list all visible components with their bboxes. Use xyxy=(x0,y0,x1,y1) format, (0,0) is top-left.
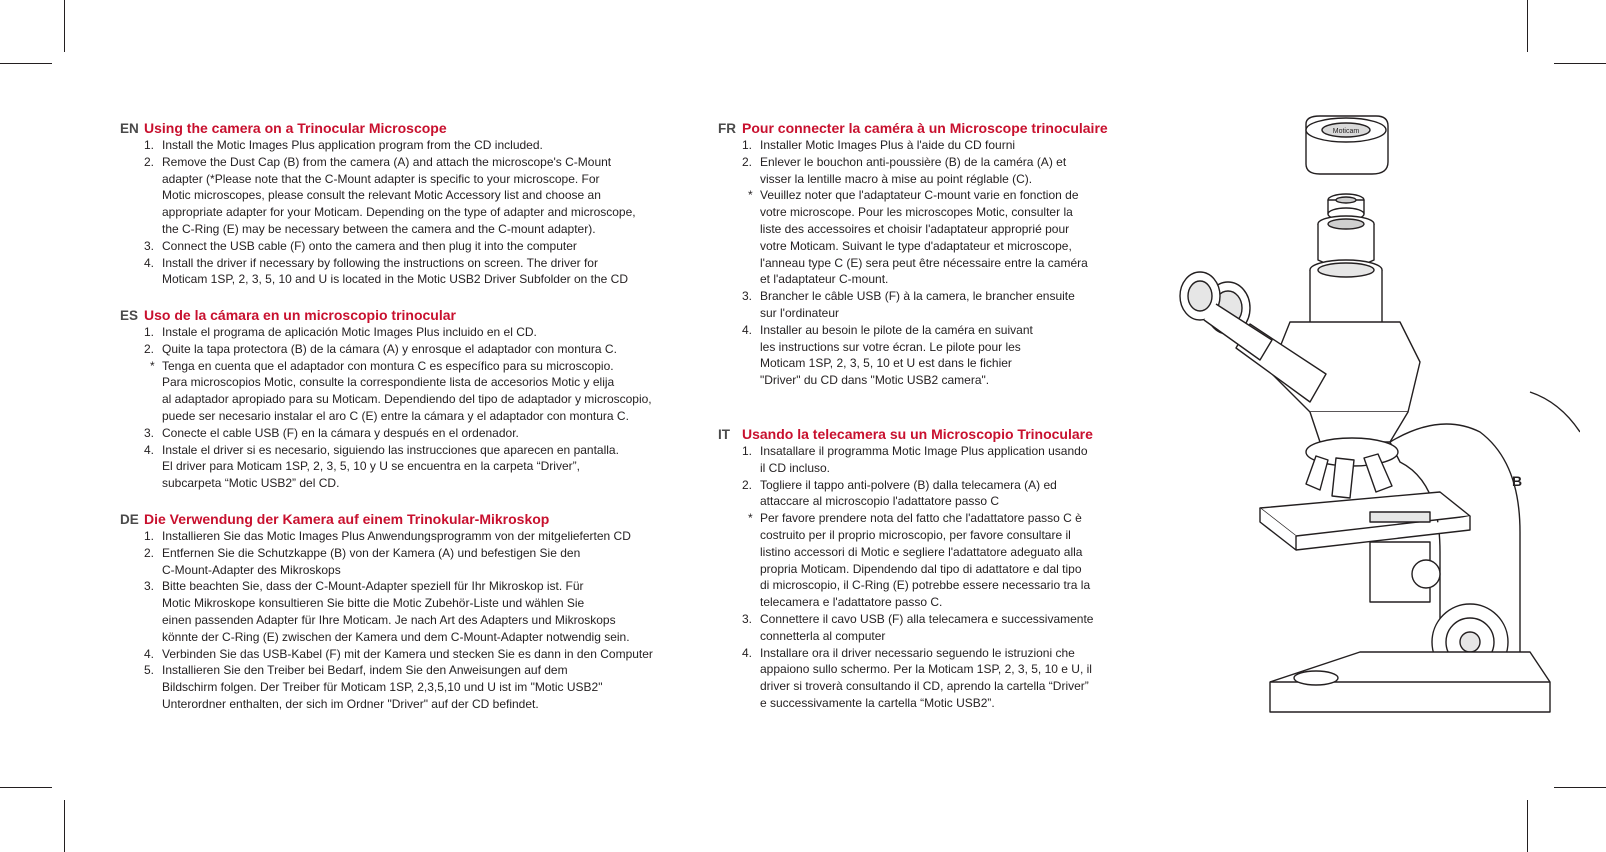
step-number: 4. xyxy=(742,645,753,660)
crop-mark xyxy=(1554,63,1606,64)
language-code: IT xyxy=(718,427,730,442)
section-german xyxy=(120,511,710,713)
crop-mark xyxy=(64,800,65,852)
crop-mark xyxy=(1527,800,1528,852)
section-header xyxy=(120,120,710,136)
camera-icon xyxy=(1306,116,1388,174)
step-item xyxy=(718,611,1158,645)
crop-mark xyxy=(1527,0,1528,52)
nosepiece-icon xyxy=(1306,438,1398,498)
step-item xyxy=(120,545,710,579)
step-text: Installer Motic Images Plus à l'aide du CD fourni xyxy=(760,138,1016,152)
crop-mark xyxy=(1554,787,1606,788)
step-note xyxy=(718,510,1158,611)
step-list xyxy=(718,443,1158,712)
step-text: Quite la tapa protectora (B) de la cámara (A) y enrosque el adaptador con montura C. xyxy=(162,341,617,356)
step-item xyxy=(718,322,1148,389)
crop-mark xyxy=(0,63,52,64)
language-code: FR xyxy=(718,121,736,136)
step-text: Install the Motic Images Plus application program from the CD included. xyxy=(162,138,543,152)
step-text: Tenga en cuenta que el adaptador con montura C es específico para su microscopio. Para microscopios Motic, consulte la correspondiente lista de accesorios Motic y elija al adaptador apropiado para su Moticam. Dependiendo del tipo de adaptador y microscopio, puede ser necesario instalar el aro C (E) entre la cámara y el adaptador con montura C. xyxy=(162,358,652,423)
step-number: 4. xyxy=(144,646,155,661)
step-text: Instale el programa de aplicación Motic Images Plus incluido en el CD. xyxy=(162,325,537,339)
step-number: 3. xyxy=(144,238,155,253)
section-spanish xyxy=(120,307,710,492)
step-text: Conecte el cable USB (F) en la cámara y después en el ordenador. xyxy=(162,425,519,440)
step-item xyxy=(120,425,710,442)
step-item xyxy=(718,443,1158,477)
step-number: 2. xyxy=(144,154,155,169)
section-french xyxy=(718,120,1148,389)
step-item xyxy=(120,324,710,341)
section-italian xyxy=(718,426,1158,712)
step-number: 4. xyxy=(742,322,753,337)
step-text: Connettere il cavo USB (F) alla telecamera e successivamente connetterla al computer xyxy=(760,611,1094,643)
section-header xyxy=(718,426,1158,442)
step-text: Remove the Dust Cap (B) from the camera (A) and attach the microscope's C-Mount adapter (*Please note that the C-Mount adapter is specific to your microscope. For Motic microscopes, please consult the relevant Motic Accessory list and choose an appropriate adapter for your Moticam. Depending on the type of adapter and microscope, the C-Ring (E) may be necessary between the camera and the C-mount adapter). xyxy=(162,154,636,236)
section-header xyxy=(120,307,710,323)
step-item xyxy=(120,137,710,154)
step-item xyxy=(120,646,710,663)
step-text: Insatallare il programma Motic Image Plus application usando il CD incluso. xyxy=(760,444,1088,475)
step-text: Install the driver if necessary by following the instructions on screen. The driver for Moticam 1SP, 2, 3, 5, 10 and U is located in the Motic USB2 Driver Subfolder on the CD xyxy=(162,255,629,287)
step-number: 3. xyxy=(742,289,753,304)
step-number: 4. xyxy=(144,255,155,270)
language-code: EN xyxy=(120,121,139,136)
step-item xyxy=(718,477,1158,511)
step-item xyxy=(718,288,1148,322)
section-english xyxy=(120,120,710,288)
step-text: Installare ora il driver necessario seguendo le istruzioni che appaiono sullo schermo. Per la Moticam 1SP, 2, 3, 5, 10 e U, il driver si troverà consultando il CD, aprendo la cartella “Driver” e successivamente la cartella “Motic USB2”. xyxy=(760,645,1092,710)
step-text: Entfernen Sie die Schutzkappe (B) von der Kamera (A) und befestigen Sie den C-Mount-Adapter des Mikroskops xyxy=(162,545,581,577)
step-text: Brancher le câble USB (F) à la camera, le brancher ensuite sur l'ordinateur xyxy=(760,289,1075,320)
step-text: Connect the USB cable (F) onto the camera and then plug it into the computer xyxy=(162,238,577,253)
camera-label: Moticam xyxy=(1332,128,1360,135)
step-text: Togliere il tappo anti-polvere (B) dalla telecamera (A) ed attaccare al microscopio l'adattatore passo C xyxy=(760,477,1057,509)
step-text: Bitte beachten Sie, dass der C-Mount-Adapter speziell für Ihr Mikroskop ist. Für Motic Mikroskope konsultieren Sie bitte die Motic Zubehör-Liste und wählen Sie einen passenden Adapter für Ihre Moticam. Je nach Art des Adapters und Mikroskops könnte der C-Ring (E) zwischen der Kamera und dem C-Mount-Adapter notwendig sein. xyxy=(162,579,630,644)
step-item xyxy=(120,341,710,358)
microscope-base-icon xyxy=(1270,652,1550,712)
section-title: Using the camera on a Trinocular Microscope xyxy=(144,120,447,136)
note-marker: * xyxy=(150,358,155,373)
step-number: 2. xyxy=(144,341,155,356)
step-number: 1. xyxy=(742,444,753,458)
step-item xyxy=(718,154,1148,188)
crop-mark xyxy=(0,787,52,788)
step-text: Installer au besoin le pilote de la caméra en suivant les instructions sur votre écran. Le pilote pour les Moticam 1SP, 2, 3, 5, 10 et U est dans le fichier "Driver" du CD dans "Motic USB2 camera". xyxy=(760,322,1033,388)
microscope-with-camera-icon xyxy=(1140,112,1580,732)
step-item xyxy=(120,578,710,645)
language-code: ES xyxy=(120,308,139,323)
step-text: Enlever le bouchon anti-poussière (B) de la caméra (A) et visser la lentille macro à mise au point réglable (C). xyxy=(760,154,1067,186)
brand-fragment: B xyxy=(1512,473,1523,489)
step-item xyxy=(718,137,1148,154)
step-number: 1. xyxy=(144,325,155,339)
step-number: 3. xyxy=(742,611,753,626)
section-header xyxy=(120,511,710,527)
step-item xyxy=(718,645,1158,712)
step-number: 1. xyxy=(742,138,753,152)
section-title: Uso de la cámara en un microscopio trinocular xyxy=(144,307,456,323)
step-item xyxy=(120,442,710,492)
step-number: 3. xyxy=(144,579,155,594)
step-note xyxy=(718,187,1148,288)
step-text: Veuillez noter que l'adaptateur C-mount varie en fonction de votre microscope. Pour les microscopes Motic, consulter la liste des accessoires et choisir l'adaptateur approprié pour votre Moticam. Suivant le type d'adaptateur et microscope, l'anneau type C (E) sera peut être nécessaire entre la caméra et l'adaptateur C-mount. xyxy=(760,188,1088,287)
step-item xyxy=(120,528,710,545)
step-text: Installieren Sie das Motic Images Plus Anwendungsprogramm von der mitgelieferten CD xyxy=(162,529,631,543)
step-list xyxy=(120,528,710,713)
step-item xyxy=(120,662,710,712)
step-note xyxy=(120,358,710,425)
section-title: Usando la telecamera su un Microscopio Trinoculare xyxy=(742,426,1093,442)
crop-mark xyxy=(64,0,65,52)
step-text: Per favore prendere nota del fatto che l'adattatore passo C è costruito per il proprio microscopio, per favore consultare il listino accessori di Motic e segliere l'adattatore adeguato alla propria Moticam. Dipendendo dal tipo di adattatore e dal tipo di microscopio, il C-Ring (E) potrebbe essere necessario tra la telecamera e l'adattatore passo C. xyxy=(760,511,1091,610)
section-title: Die Verwendung der Kamera auf einem Trinokular-Mikroskop xyxy=(144,511,550,527)
step-item xyxy=(120,154,710,238)
step-number: 2. xyxy=(742,154,753,169)
note-marker: * xyxy=(748,511,753,526)
section-header xyxy=(718,120,1148,136)
section-title: Pour connecter la caméra à un Microscope trinoculaire xyxy=(742,120,1108,136)
step-list xyxy=(120,137,710,288)
step-number: 1. xyxy=(144,138,155,152)
step-item xyxy=(120,238,710,255)
step-number: 4. xyxy=(144,442,155,457)
step-text: Instale el driver si es necesario, siguiendo las instrucciones que aparecen en pantalla. El driver para Moticam 1SP, 2, 3, 5, 10 y U se encuentra en la carpeta “Driver”, subcarpeta “Motic USB2” del CD. xyxy=(162,442,619,491)
step-list xyxy=(718,137,1148,389)
step-number: 2. xyxy=(742,477,753,492)
step-text: Installieren Sie den Treiber bei Bedarf, indem Sie den Anweisungen auf dem Bildschirm folgen. Der Treiber für Moticam 1SP, 2,3,5,10 und U ist im "Motic USB2" Unterordner enthalten, der sich im Ordner "Driver" auf der CD befindet. xyxy=(162,663,603,711)
step-number: 5. xyxy=(144,663,155,678)
language-code: DE xyxy=(120,512,139,527)
microscope-head-icon xyxy=(1180,272,1420,442)
step-number: 1. xyxy=(144,529,155,543)
step-list xyxy=(120,324,710,492)
step-number: 3. xyxy=(144,425,155,440)
note-marker: * xyxy=(748,188,753,203)
step-number: 2. xyxy=(144,545,155,560)
step-item xyxy=(120,255,710,289)
step-text: Verbinden Sie das USB-Kabel (F) mit der Kamera und stecken Sie es dann in den Computer xyxy=(162,646,653,661)
